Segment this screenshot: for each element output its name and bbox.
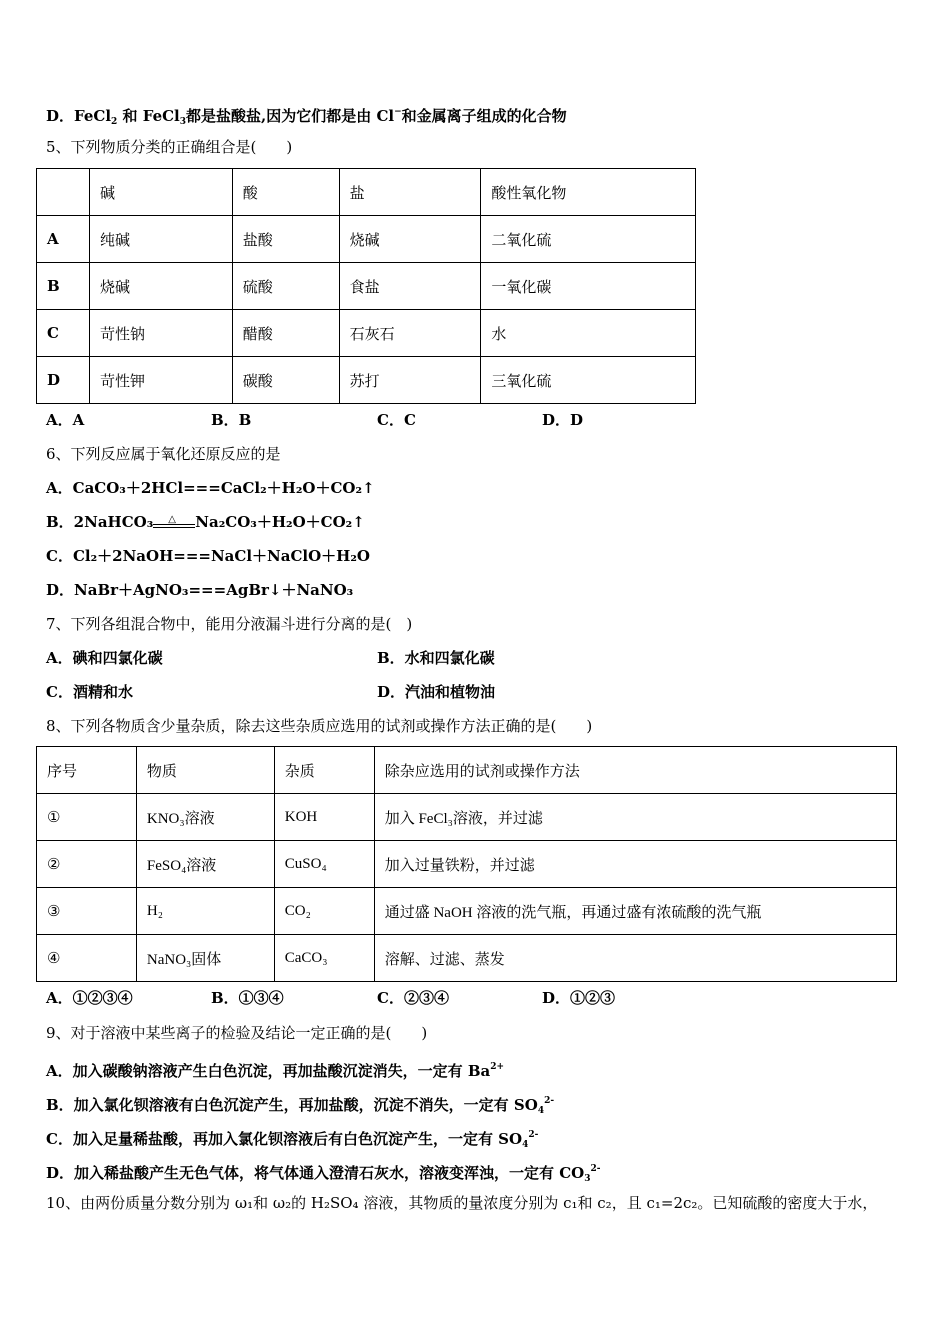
q9-option-a: A．加入碳酸钠溶液产生白色沉淀，再加盐酸沉淀消失，一定有 $Ba^{2+}$ bbox=[46, 1062, 505, 1080]
q6-option-d: D．NaBr＋AgNO₃===AgBr↓＋NaNO₃ bbox=[46, 581, 354, 599]
q8-table bbox=[36, 746, 897, 982]
q9-option-b: B．加入氯化钡溶液有白色沉淀产生，再加盐酸，沉淀不消失，一定有 $SO_4^{2-}$ bbox=[46, 1096, 555, 1116]
q5-table-header: 碱 酸 盐 酸性氧化物 bbox=[37, 169, 696, 216]
q5-option-d: D．D bbox=[542, 411, 584, 429]
table-row: C 苛性钠 醋酸 石灰石 水 bbox=[37, 310, 696, 357]
q5-option-b: B．B bbox=[211, 411, 252, 429]
table-row: B 烧碱 硫酸 食盐 一氧化碳 bbox=[37, 263, 696, 310]
q4-option-d: D．FeCl$_2$ 和 FeCl$_3$都是盐酸盐,因为它们都是由 Cl−和金属离子组成的化合物 bbox=[46, 107, 567, 127]
q6-option-c: C．Cl₂＋2NaOH===NaCl＋NaClO＋H₂O bbox=[46, 547, 370, 565]
q10-stem: 10、由两份质量分数分别为 ω₁和 ω₂的 H₂SO₄ 溶液，其物质的量浓度分别为 c₁和 c₂，且 c₁=2c₂。已知硫酸的密度大于水， bbox=[46, 1194, 878, 1212]
q5-option-a: A．A bbox=[46, 411, 85, 429]
q7-option-a: A．碘和四氯化碳 bbox=[46, 649, 163, 667]
q5-stem: 5、下列物质分类的正确组合是( ) bbox=[46, 138, 293, 156]
q7-stem: 7、下列各组混合物中，能用分液漏斗进行分离的是( ) bbox=[46, 615, 413, 633]
q6-stem: 6、下列反应属于氧化还原反应的是 bbox=[46, 445, 281, 463]
q5-table bbox=[36, 168, 696, 404]
q7-option-c: C．酒精和水 bbox=[46, 683, 133, 701]
table-row: D 苛性钾 碳酸 苏打 三氧化硫 bbox=[37, 357, 696, 404]
q7-option-d: D．汽油和植物油 bbox=[377, 683, 496, 701]
table-row: ④ NaNO₃固体 CaCO₃ 溶解、过滤、蒸发 bbox=[37, 935, 897, 982]
q8-option-b: B．①③④ bbox=[211, 989, 284, 1007]
q5-option-c: C．C bbox=[377, 411, 416, 429]
table-row: ② FeSO₄溶液 CuSO₄ 加入过量铁粉，并过滤 bbox=[37, 841, 897, 888]
q6-option-a: A．CaCO₃＋2HCl===CaCl₂＋H₂O＋CO₂↑ bbox=[46, 479, 375, 497]
table-row: A 纯碱 盐酸 烧碱 二氧化硫 bbox=[37, 216, 696, 263]
table-row: ① KNO₃溶液 KOH 加入 FeCl₃溶液，并过滤 bbox=[37, 794, 897, 841]
q8-option-a: A．①②③④ bbox=[46, 989, 133, 1007]
q9-option-d: D．加入稀盐酸产生无色气体，将气体通入澄清石灰水，溶液变浑浊，一定有 $CO_3^{2-}$ bbox=[46, 1164, 601, 1184]
table-row: ③ H₂ CO₂ 通过盛 NaOH 溶液的洗气瓶，再通过盛有浓硫酸的洗气瓶 bbox=[37, 888, 897, 935]
q8-option-d: D．①②③ bbox=[542, 989, 616, 1007]
q9-stem: 9、对于溶液中某些离子的检验及结论一定正确的是( ) bbox=[46, 1024, 428, 1042]
q6-option-b: B．2NaHCO₃ △ Na₂CO₃＋H₂O＋CO₂↑ bbox=[46, 513, 365, 531]
heating-condition: △ bbox=[153, 516, 195, 530]
q9-option-c: C．加入足量稀盐酸，再加入氯化钡溶液后有白色沉淀产生，一定有 $SO_4^{2-}$ bbox=[46, 1130, 539, 1150]
q8-option-c: C．②③④ bbox=[377, 989, 449, 1007]
q8-table-header: 序号 物质 杂质 除杂应选用的试剂或操作方法 bbox=[37, 747, 897, 794]
q8-stem: 8、下列各物质含少量杂质，除去这些杂质应选用的试剂或操作方法正确的是( ) bbox=[46, 717, 593, 735]
q7-option-b: B．水和四氯化碳 bbox=[377, 649, 495, 667]
